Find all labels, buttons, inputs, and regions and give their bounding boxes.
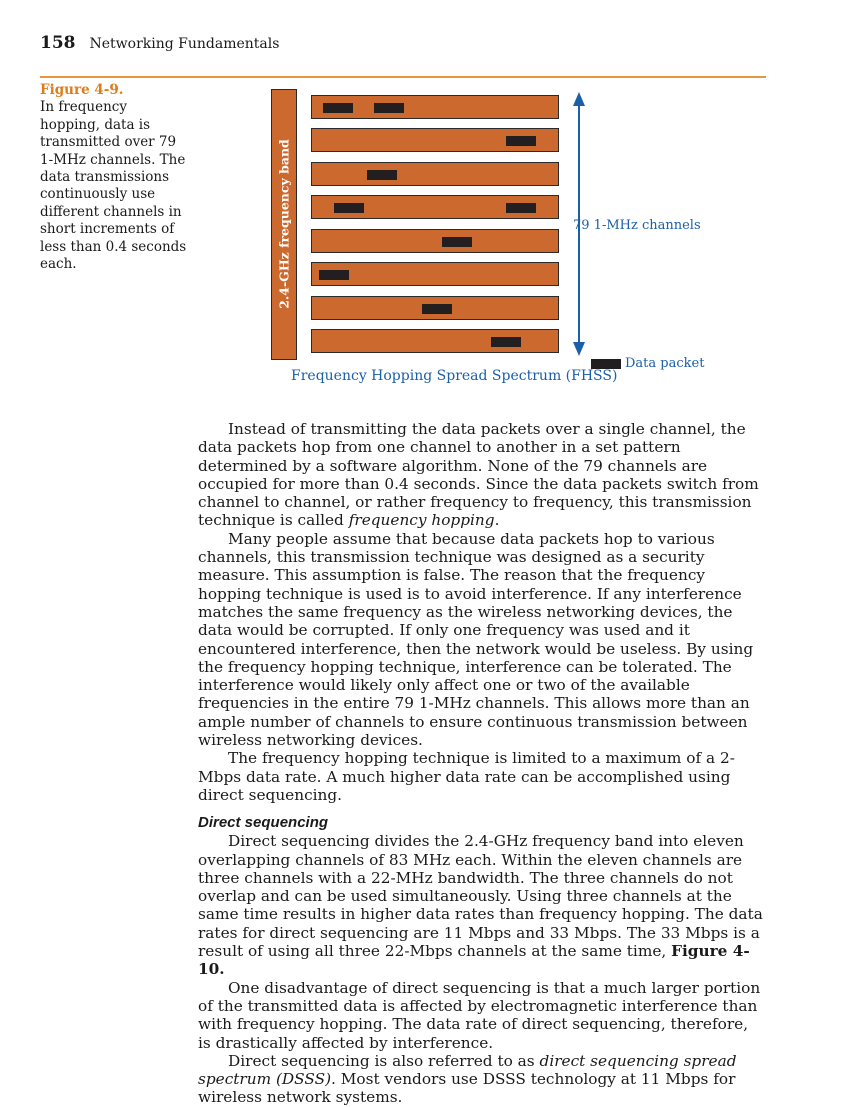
- data-packet: [422, 304, 452, 314]
- text-run: Direct sequencing is also referred to as: [228, 1051, 540, 1070]
- data-packet: [319, 270, 349, 280]
- diagram-title: Frequency Hopping Spread Spectrum (FHSS): [291, 368, 618, 384]
- running-header: [40, 33, 279, 53]
- text-run: Instead of transmitting the data packets over a single channel, the data packets hop from one channel to another in a set pattern determined by a software algorithm. None of the 79 channels are occupied for more than 0.4 seconds. Since the data packets switch from channel to channel, or rather frequency to frequency, this transmission technique is called: [198, 420, 759, 530]
- paragraph: [198, 1052, 764, 1107]
- term-frequency-hopping: frequency hopping: [348, 511, 495, 530]
- figure-number: Figure 4-9.: [40, 82, 124, 98]
- section-heading: Direct sequencing: [198, 814, 329, 832]
- channel-5: [311, 229, 559, 253]
- data-packet: [506, 203, 536, 213]
- channel-3: [311, 162, 559, 186]
- data-packet: [367, 170, 397, 180]
- text-run: .: [494, 511, 500, 530]
- paragraph: Many people assume that because data packets hop to various channels, this transmission technique was designed as a security measure. This assumption is false. The reason that the frequency hopping technique is used is to avoid interference. If any interference matches the same frequency as the wireless networking devices, the data would be corrupted. If only one frequency was used and it encountered interference, then the network would be useless. By using the frequency hopping technique, interference can be tolerated. The interference would likely only affect one or two of the available frequencies in the entire 79 1-MHz channels. This allows more than an ample number of channels to ensure continuous transmission between wireless networking devices.: [198, 529, 754, 750]
- figure-caption: [40, 82, 190, 273]
- channel-1: [311, 95, 559, 119]
- term-dsss: direct sequencing spread spectrum (DSSS): [198, 1051, 737, 1089]
- channel-6: [311, 262, 559, 286]
- data-packet: [506, 136, 536, 146]
- body-text: [198, 420, 764, 1107]
- channel-4: [311, 195, 559, 219]
- paragraph: [198, 832, 764, 978]
- paragraph: The frequency hopping technique is limited to a maximum of a 2-Mbps data rate. A much higher data rate can be accomplished using direct sequencing.: [198, 749, 735, 804]
- channels-label: 79 1-MHz channels: [573, 218, 701, 233]
- channel-2: [311, 128, 559, 152]
- page-number: 158: [40, 33, 76, 53]
- paragraph: One disadvantage of direct sequencing is that a much larger portion of the transmitted data is affected by electromagnetic interference than with frequency hopping. The data rate of direct sequencing, therefore, is drastically affected by interference.: [198, 978, 761, 1052]
- channel-7: [311, 296, 559, 320]
- data-packet: [323, 103, 353, 113]
- figure-reference: Figure 4-10.: [198, 942, 750, 979]
- channel-8: [311, 329, 559, 353]
- frequency-band-label: 2.4-GHz frequency band: [276, 139, 292, 309]
- figure-caption-text: In frequency hopping, data is transmitted over 79 1-MHz channels. The data transmissions continuously use different channels in short increments of less than 0.4 seconds each.: [40, 99, 187, 273]
- text-run: . Most vendors use DSSS technology at 11 Mbps for wireless network systems.: [198, 1070, 736, 1107]
- data-packet: [491, 337, 521, 347]
- data-packet: [374, 103, 404, 113]
- data-packet: [442, 237, 472, 247]
- legend-label: Data packet: [625, 356, 705, 371]
- running-title: Networking Fundamentals: [89, 36, 280, 52]
- data-packet: [334, 203, 364, 213]
- text-run: Direct sequencing divides the 2.4-GHz frequency band into eleven overlapping channels of 83 MHz each. Within the eleven channels are three channels with a 22-MHz bandwidth. The three channels do not overlap and can be used simultaneously. Using three channels at the same time results in higher data rates than frequency hopping. The data rates for direct sequencing are 11 Mbps and 33 Mbps. The 33 Mbps is a result of using all three 22-Mbps channels at the same time,: [198, 832, 763, 961]
- paragraph: [198, 420, 764, 530]
- header-rule: [40, 76, 766, 78]
